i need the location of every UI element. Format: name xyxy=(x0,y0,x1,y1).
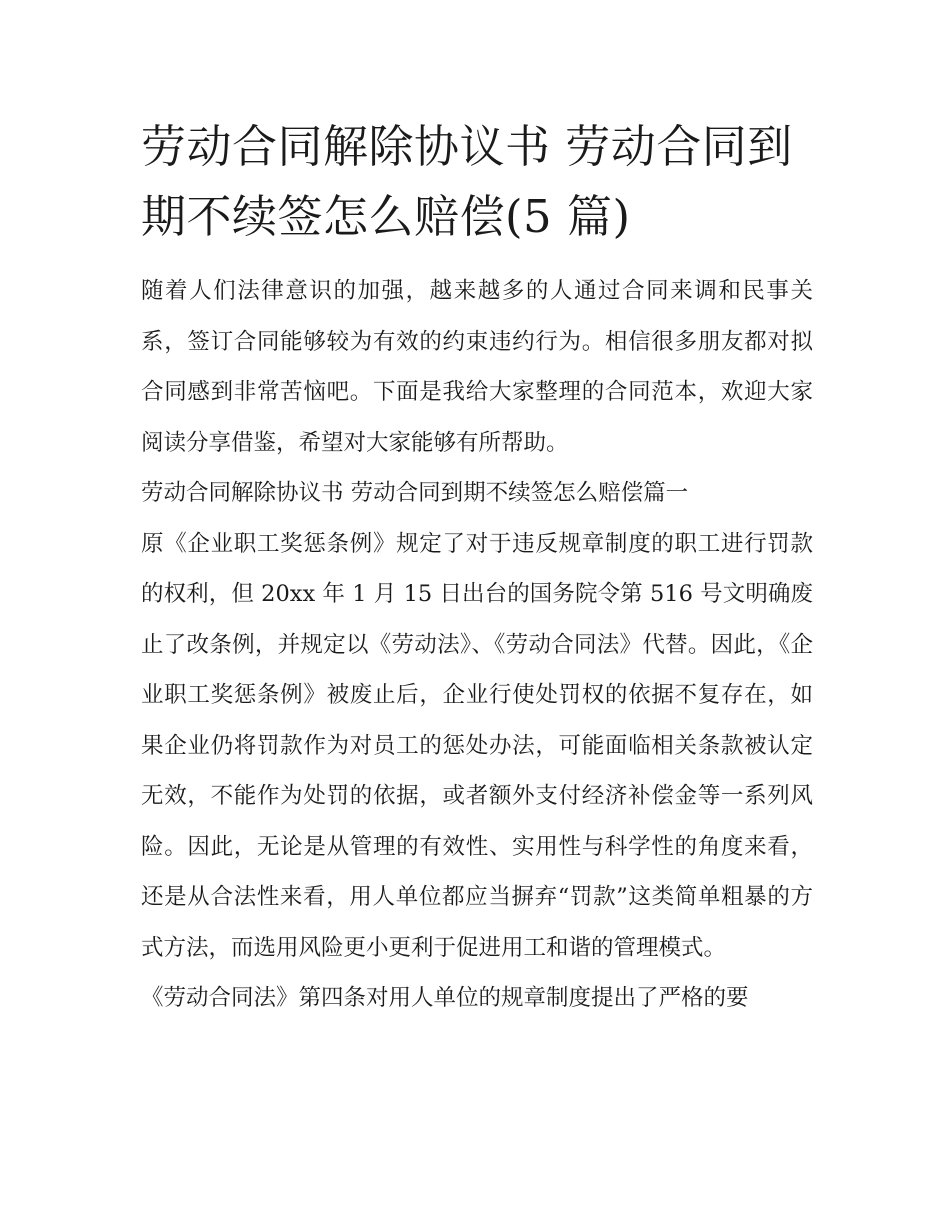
document-title: 劳动合同解除协议书 劳动合同到期不续签怎么赔偿(5 篇) xyxy=(141,120,793,243)
intro-paragraph: 随着人们法律意识的加强，越来越多的人通过合同来调和民事关系，签订合同能够较为有效的约束违约行为。相信很多朋友都对拟合同感到非常苦恼吧。下面是我给大家整理的合同范本，欢迎大家阅读分享借鉴，希望对大家能够有所帮助。 xyxy=(141,278,813,456)
body-paragraph-2: 《劳动合同法》第四条对用人单位的规章制度提出了严格的要 xyxy=(141,985,749,1011)
document-page xyxy=(141,112,813,1024)
section-heading: 劳动合同解除协议书 劳动合同到期不续签怎么赔偿篇一 xyxy=(141,480,689,506)
body-paragraph-1: 原《企业职工奖惩条例》规定了对于违反规章制度的职工进行罚款的权利，但 20xx 年 1 月 15 日出台的国务院令第 516 号文明确废止了改条例，并规定以《劳动法》、《劳动合同法》代替。因此，《企业职工奖惩条例》被废止后，企业行使处罚权的依据不复存在，如果企业仍将罚款作为对员工的惩处办法，可能面临相关条款被认定无效，不能作为处罚的依据，或者额外支付经济补偿金等一系列风险。因此，无论是从管理的有效性、实用性与科学性的角度来看，还是从合法性来看，用人单位都应当摒弃“罚款”这类简单粗暴的方式方法，而选用风险更小更利于促进用工和谐的管理模式。 xyxy=(141,530,813,961)
